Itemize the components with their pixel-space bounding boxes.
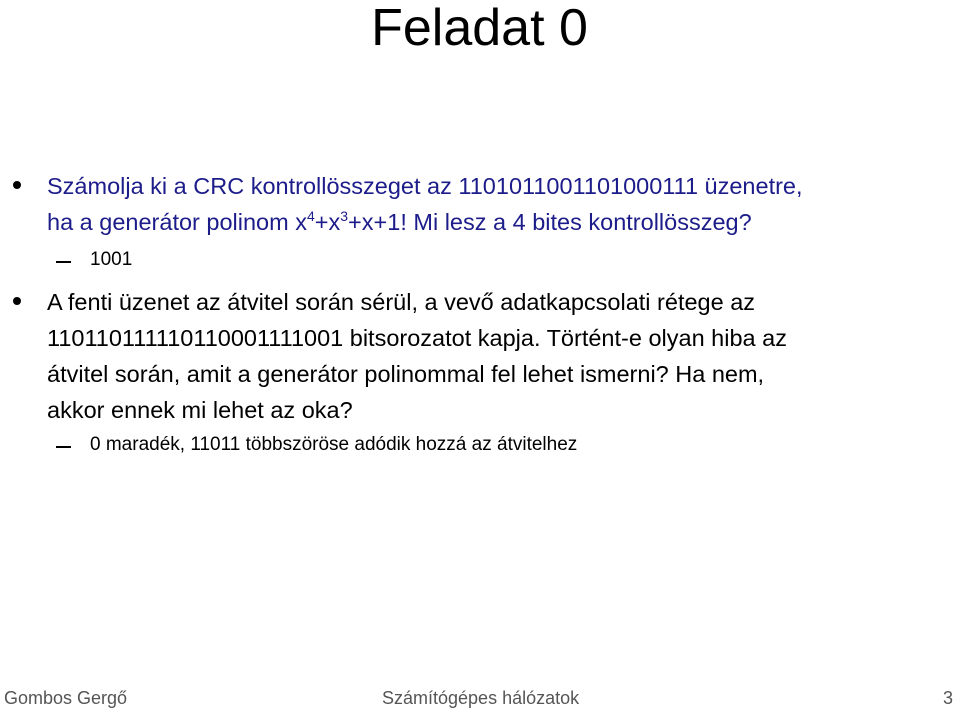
bullet-line: átvitel során, amit a generátor polinommal fel lehet ismerni? Ha nem, (47, 361, 765, 387)
footer-author: Gombos Gergő (4, 688, 128, 708)
bullet-line: Számolja ki a CRC kontrollösszeget az 1101011001101000111 üzenetre, (47, 173, 803, 199)
bullet-dot-icon (13, 297, 21, 305)
footer-page-number: 3 (943, 688, 954, 708)
bullet-text (47, 168, 947, 240)
bullet-line: 11011011111011000111100​1 bitsorozatot kapja. Történt-e olyan hiba az (47, 325, 787, 351)
sub-bullet-answer: 1001 (90, 249, 133, 270)
bullet-dot-icon (13, 181, 21, 189)
bullet-line: akkor ennek mi lehet az oka? (47, 397, 353, 423)
text-fragment: ha a generátor polinom x (47, 209, 307, 235)
exponent: 4 (306, 208, 315, 224)
footer-course: Számítógépes hálózatok (382, 688, 580, 708)
slide-title: Feladat 0 (371, 0, 588, 57)
bullet-line (47, 204, 947, 240)
bullet-text (47, 284, 947, 428)
text-fragment: +x (314, 209, 341, 235)
sub-bullet-dash-icon (56, 261, 71, 263)
text-fragment: +x+1! Mi lesz a 4 bites kontrollösszeg? (348, 209, 752, 235)
exponent: 3 (340, 208, 349, 224)
bullet-line: A fenti üzenet az átvitel során sérül, a vevő adatkapcsolati rétege az (47, 289, 756, 315)
sub-bullet-dash-icon (56, 446, 71, 448)
sub-bullet-answer: 0 maradék, 11011 többszöröse adódik hozzá az átvitelhez (90, 434, 578, 455)
